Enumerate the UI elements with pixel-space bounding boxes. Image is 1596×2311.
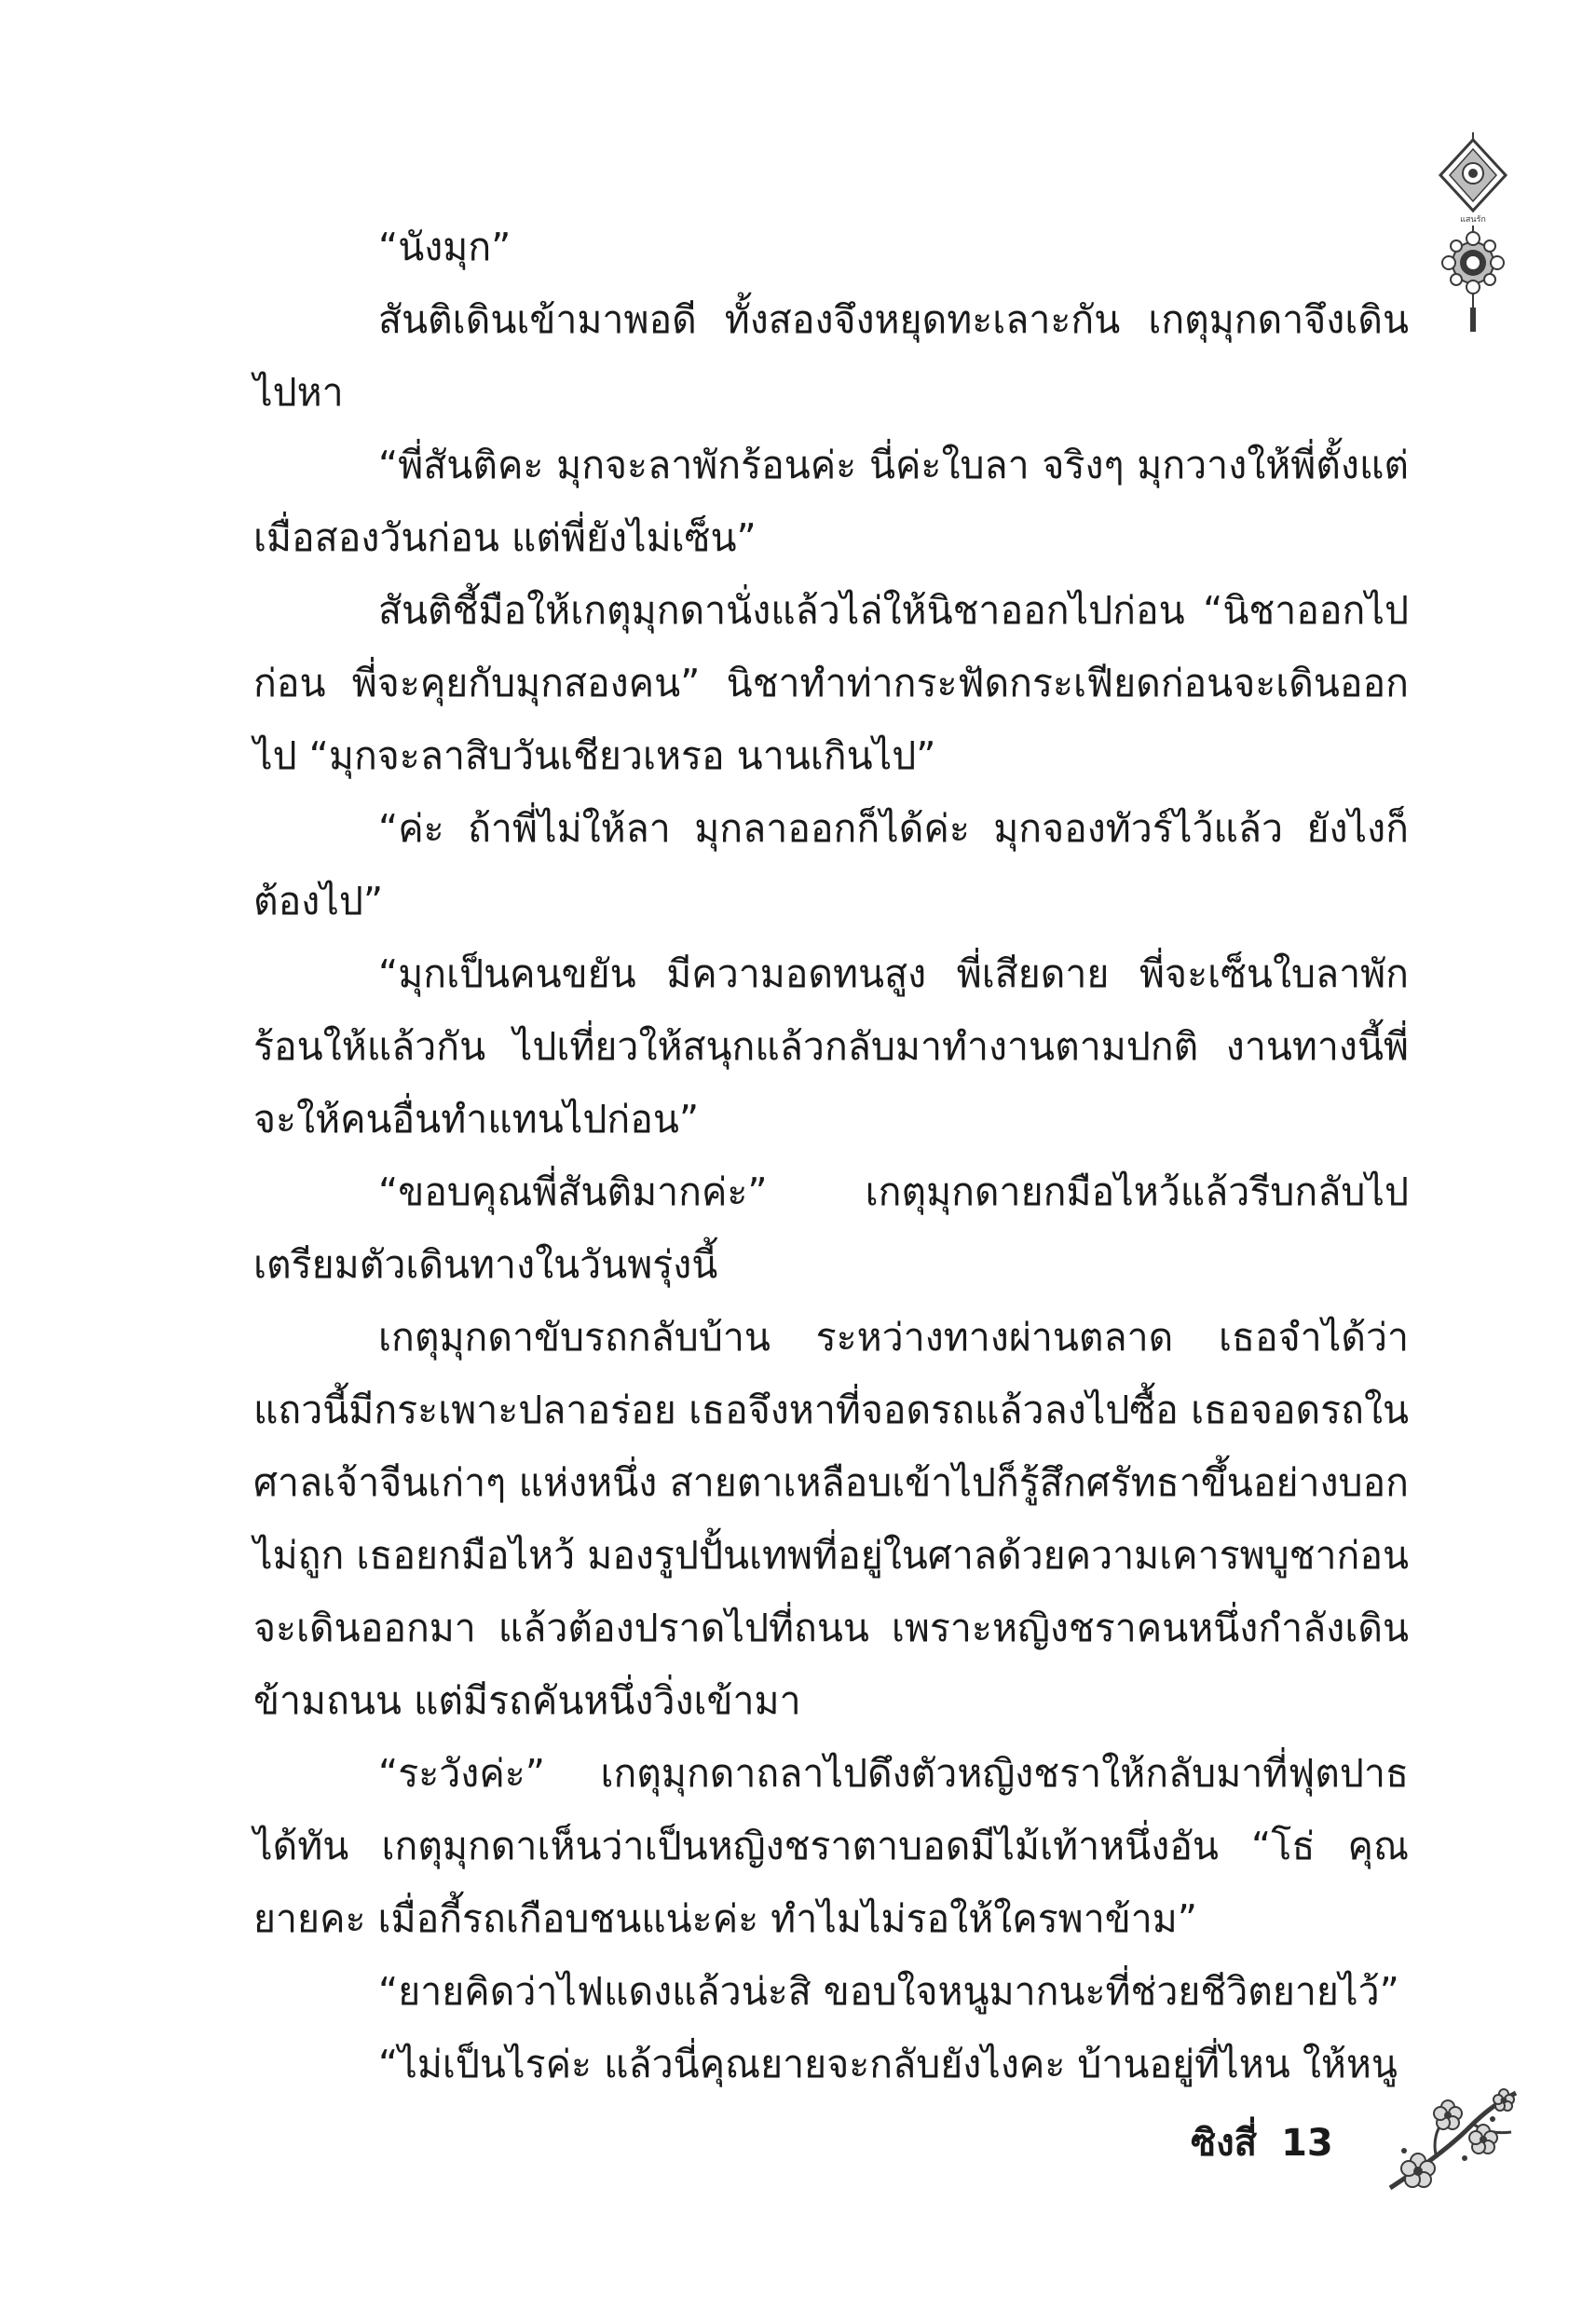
paragraph: สันติเดินเข้ามาพอดี ทั้งสองจึงหยุดทะเลาะกัน เกตุมุกดาจึงเดินไปหา [253, 297, 1409, 415]
paragraph: “ค่ะ ถ้าพี่ไม่ให้ลา มุกลาออกก็ได้ค่ะ มุกจองทัวร์ไว้แล้ว ยังไงก็ต้องไป” [253, 806, 1409, 923]
lantern-ornament-icon [1431, 132, 1515, 337]
book-title: ซิงสี่ [1191, 2122, 1258, 2165]
paragraph: เกตุมุกดาขับรถกลับบ้าน ระหว่างทางผ่านตลาด เธอจำได้ว่าแถวนี้มีกระเพาะปลาอร่อย เธอจึงหาที่จอดรถแล้วลงไปซื้อ เธอจอดรถในศาลเจ้าจีนเก่าๆ แห่งหนึ่ง สายตาเหลือบเข้าไปก็รู้สึกศรัทธาขึ้นอย่างบอกไม่ถูก เธอยกมือไหว้ มองรูปปั้นเทพที่อยู่ในศาลด้วยความเคารพบูชาก่อนจะเดินออกมา แล้วต้องปราดไปที่ถนน เพราะหญิงชราคนหนึ่งกำลังเดินข้ามถนน แต่มีรถคันหนึ่งวิ่งเข้ามา [253, 1315, 1409, 1723]
paragraph: “ขอบคุณพี่สันติมากค่ะ” เกตุมุกดายกมือไหว้แล้วรีบกลับไปเตรียมตัวเดินทางในวันพรุ่งนี้ [253, 1169, 1409, 1287]
ornament-label: แสนรัก [1460, 215, 1486, 225]
paragraph: “ไม่เป็นไรค่ะ แล้วนี่คุณยายจะกลับยังไงคะ บ้านอยู่ที่ไหน ให้หนู [378, 2042, 1398, 2086]
paragraph: “ยายคิดว่าไฟแดงแล้วน่ะสิ ขอบใจหนูมากนะที่ช่วยชีวิตยายไว้” [378, 1969, 1399, 2014]
paragraph: “มุกเป็นคนขยัน มีความอดทนสูง พี่เสียดาย พี่จะเซ็นใบลาพักร้อนให้แล้วกัน ไปเที่ยวให้สนุกแล้วกลับมาทำงานตามปกติ งานทางนี้พี่จะให้คนอื่นทำแทนไปก่อน” [253, 951, 1409, 1142]
blossom-branch-icon [1381, 2085, 1521, 2197]
page-number: 13 [1281, 2122, 1333, 2165]
page-footer [1191, 2120, 1333, 2167]
paragraph: “ระวังค่ะ” เกตุมุกดาถลาไปดึงตัวหญิงชราให้กลับมาที่ฟุตปาธได้ทัน เกตุมุกดาเห็นว่าเป็นหญิงชราตาบอดมีไม้เท้าหนึ่งอัน “โธ่ คุณยายคะ เมื่อกี้รถเกือบชนแน่ะค่ะ ทำไมไม่รอให้ใครพาข้าม” [253, 1751, 1409, 1941]
chapter-body [253, 211, 1409, 2100]
paragraph: “นังมุก” [378, 225, 512, 269]
paragraph: “พี่สันติคะ มุกจะลาพักร้อนค่ะ นี่ค่ะใบลา จริงๆ มุกวางให้พี่ตั้งแต่เมื่อสองวันก่อน แต่พี่ยังไม่เซ็น” [253, 443, 1409, 560]
paragraph: สันติชี้มือให้เกตุมุกดานั่งแล้วไล่ให้นิชาออกไปก่อน “นิชาออกไปก่อน พี่จะคุยกับมุกสองคน” นิชาทำท่ากระฟัดกระเฟียดก่อนจะเดินออกไป “มุกจะลาสิบวันเชียวเหรอ นานเกินไป” [253, 588, 1409, 778]
